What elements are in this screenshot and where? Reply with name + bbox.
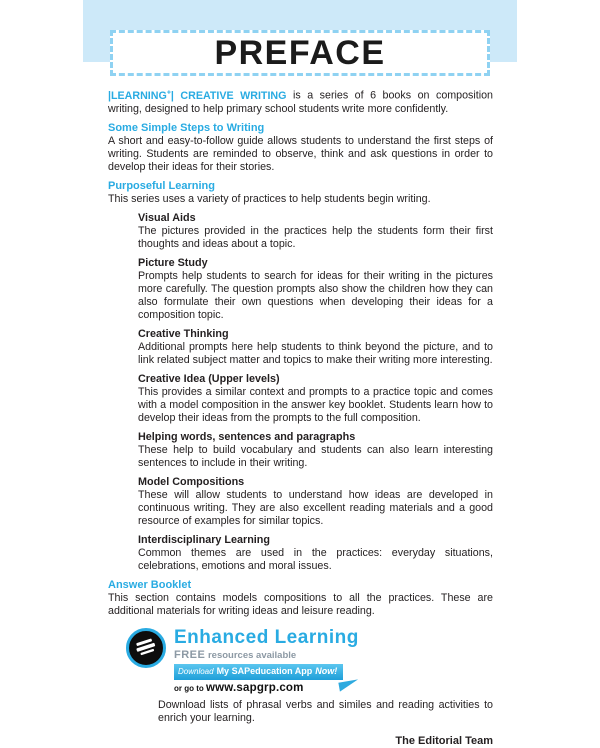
download-resources-text: Download lists of phrasal verbs and similes and reading activities to enrich your learning. bbox=[158, 698, 493, 724]
enhanced-learning-heading: Enhanced Learning bbox=[174, 626, 359, 648]
subsection-title: Visual Aids bbox=[138, 211, 196, 224]
subsection-title: Creative Idea (Upper levels) bbox=[138, 372, 280, 385]
subsection-creative-thinking bbox=[138, 328, 493, 367]
subsection-title: Model Compositions bbox=[138, 475, 245, 488]
subsection-text: Prompts help students to search for ideas for their writing in the pictures more carefully. The question prompts also show the children how they can also formulate their own questions when developing their ideas for a composition topic. bbox=[138, 269, 493, 321]
subsection-title: Picture Study bbox=[138, 256, 208, 269]
section-heading-purposeful-learning: Purposeful Learning bbox=[108, 179, 215, 192]
section-heading-simple-steps: Some Simple Steps to Writing bbox=[108, 121, 265, 134]
subsection-visual-aids bbox=[138, 212, 493, 251]
subsection-text: This provides a similar context and prompts to a practice topic and comes with a model composition in the answer key booklet. Students learn how to develop their ideas from the prompts to the full composition. bbox=[138, 385, 493, 424]
website-line: or go to www.sapgrp.com bbox=[174, 681, 304, 694]
subsection-text: These help to build vocabulary and students can also learn interesting sentences to include in their writing. bbox=[138, 443, 493, 469]
subsection-picture-study bbox=[138, 257, 493, 322]
subsection-text: These will allow students to understand how ideas are developed in continuous writing. They are also excellent reading materials and a good resource of examples for similar topics. bbox=[138, 488, 493, 527]
subsection-model-compositions bbox=[138, 476, 493, 528]
subsection-interdisciplinary-learning bbox=[138, 534, 493, 573]
enhanced-learning-block bbox=[126, 628, 493, 695]
subsection-helping-words bbox=[138, 431, 493, 470]
subsection-creative-idea bbox=[138, 373, 493, 425]
brand-name: |LEARNING+| CREATIVE WRITING bbox=[108, 89, 287, 102]
subsection-text: The pictures provided in the practices help the students form their first thoughts and ideas about a topic. bbox=[138, 224, 493, 250]
page-body bbox=[108, 86, 493, 748]
section-text-answer-booklet: This section contains models compositions to all the practices. These are additional materials for writing ideas and leisure reading. bbox=[108, 591, 493, 617]
subsection-title: Helping words, sentences and paragraphs bbox=[138, 430, 356, 443]
free-resources-line: FREE resources available bbox=[174, 648, 297, 661]
section-text-simple-steps: A short and easy-to-follow guide allows students to understand the first steps of writing. Students are reminded to observe, think and ask questions in order to develop their ideas for their stories. bbox=[108, 134, 493, 173]
subsection-title: Creative Thinking bbox=[138, 327, 229, 340]
subsection-title: Interdisciplinary Learning bbox=[138, 533, 270, 546]
intro-text: is a series of 6 books on composition writing, designed to help primary school students write more confidently. bbox=[108, 89, 493, 115]
editorial-team-signoff: The Editorial Team bbox=[395, 734, 493, 747]
sap-stamp-icon bbox=[126, 628, 166, 668]
subsection-text: Additional prompts here help students to think beyond the picture, and to link related subject matter and topics to make their writing more interesting. bbox=[138, 340, 493, 366]
section-heading-answer-booklet: Answer Booklet bbox=[108, 578, 192, 591]
intro-paragraph bbox=[108, 86, 493, 116]
page-title: PREFACE bbox=[214, 33, 386, 72]
app-download-banner: Download My SAPeducation App Now! bbox=[174, 664, 343, 680]
enhanced-learning-text bbox=[174, 628, 359, 695]
preface-title-box bbox=[110, 30, 490, 76]
subsection-text: Common themes are used in the practices: everyday situations, celebrations, emotions and moral issues. bbox=[138, 546, 493, 572]
section-text-purposeful-learning: This series uses a variety of practices to help students begin writing. bbox=[108, 192, 431, 205]
website-url: www.sapgrp.com bbox=[206, 681, 304, 694]
